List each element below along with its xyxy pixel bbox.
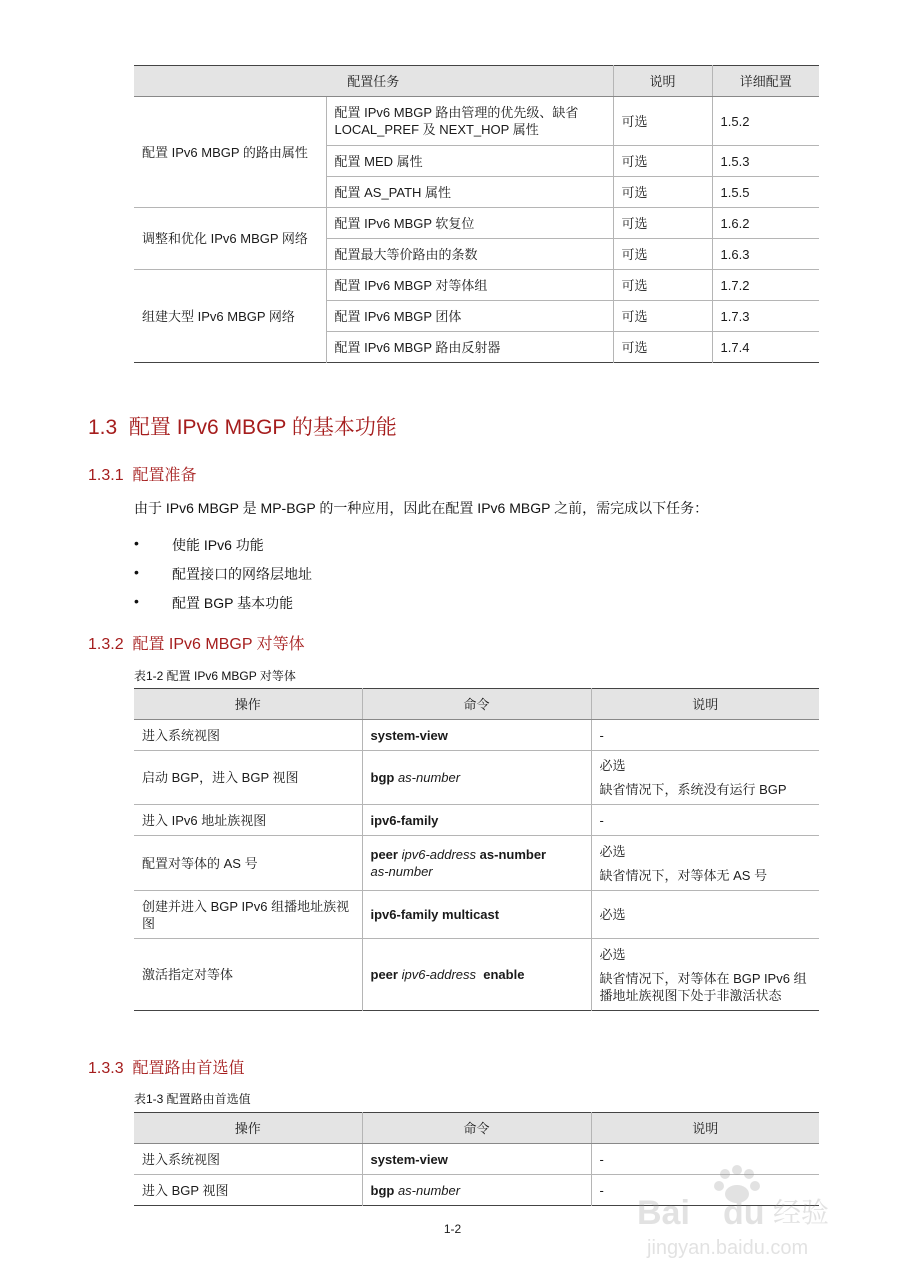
table-caption: 表1-2 配置 IPv6 MBGP 对等体 bbox=[134, 669, 296, 683]
peer-config-table bbox=[134, 688, 819, 1011]
section-title: 配置准备 bbox=[132, 467, 197, 484]
command-cell: bgp as-number bbox=[362, 751, 591, 805]
task-cell: 配置 IPv6 MBGP 软复位 bbox=[326, 208, 613, 239]
command-cell: system-view bbox=[362, 720, 591, 751]
header-operation: 操作 bbox=[134, 1113, 362, 1144]
ref-cell: 1.5.5 bbox=[712, 177, 819, 208]
operation-cell: 配置对等体的 AS 号 bbox=[134, 836, 362, 891]
ref-cell: 1.7.4 bbox=[712, 332, 819, 363]
list-item: • 配置 BGP 基本功能 bbox=[134, 593, 294, 611]
section-number: 1.3.2 bbox=[88, 636, 124, 653]
section-title: 配置 IPv6 MBGP 的基本功能 bbox=[128, 416, 397, 439]
table-row bbox=[134, 208, 819, 239]
table-row bbox=[134, 939, 819, 1011]
table-caption: 表1-3 配置路由首选值 bbox=[134, 1092, 251, 1106]
bullet-icon: • bbox=[134, 564, 139, 580]
table-row bbox=[134, 270, 819, 301]
note-cell: 可选 bbox=[613, 270, 712, 301]
ref-cell: 1.7.3 bbox=[712, 301, 819, 332]
svg-text:经验: 经验 bbox=[773, 1196, 830, 1229]
table-row bbox=[134, 805, 819, 836]
section-number: 1.3.3 bbox=[88, 1060, 124, 1077]
note-cell: 可选 bbox=[613, 208, 712, 239]
ref-cell: 1.6.3 bbox=[712, 239, 819, 270]
svg-text:jingyan.baidu.com: jingyan.baidu.com bbox=[647, 1237, 809, 1259]
task-cell: 配置 IPv6 MBGP 路由管理的优先级、缺省 LOCAL_PREF 及 NEXT_HOP 属性 bbox=[326, 97, 613, 146]
command-cell: ipv6-family bbox=[362, 805, 591, 836]
header-note: 说明 bbox=[591, 1113, 819, 1144]
table-row bbox=[134, 891, 819, 939]
command-cell: system-view bbox=[362, 1144, 591, 1175]
note-cell: 可选 bbox=[613, 301, 712, 332]
note-cell: 可选 bbox=[613, 239, 712, 270]
command-cell: peer ipv6-address as-number as-number bbox=[362, 836, 591, 891]
operation-cell: 启动 BGP，进入 BGP 视图 bbox=[134, 751, 362, 805]
ref-cell: 1.5.2 bbox=[712, 97, 819, 146]
note-cell: 可选 bbox=[613, 177, 712, 208]
ref-cell: 1.7.2 bbox=[712, 270, 819, 301]
svg-text:Bai: Bai bbox=[637, 1194, 690, 1232]
operation-cell: 进入系统视图 bbox=[134, 720, 362, 751]
operation-cell: 进入 BGP 视图 bbox=[134, 1175, 362, 1206]
category-cell: 配置 IPv6 MBGP 的路由属性 bbox=[134, 97, 326, 208]
note-cell: 可选 bbox=[613, 146, 712, 177]
table-row bbox=[134, 836, 819, 891]
note-cell: - bbox=[591, 805, 819, 836]
note-cell: 必选 缺省情况下，系统没有运行 BGP bbox=[591, 751, 819, 805]
section-1-3-2-heading bbox=[88, 631, 305, 654]
baidu-jingyan-watermark bbox=[627, 1162, 847, 1262]
svg-text:du: du bbox=[723, 1194, 765, 1232]
task-cell: 配置 MED 属性 bbox=[326, 146, 613, 177]
note-cell: - bbox=[591, 720, 819, 751]
section-title: 配置 IPv6 MBGP 对等体 bbox=[132, 636, 305, 653]
section-1-3-1-heading bbox=[88, 462, 197, 485]
header-note: 说明 bbox=[591, 689, 819, 720]
header-note: 说明 bbox=[613, 66, 712, 97]
task-cell: 配置最大等价路由的条数 bbox=[326, 239, 613, 270]
bullet-icon: • bbox=[134, 535, 139, 551]
section-1-3-3-heading bbox=[88, 1055, 245, 1078]
operation-cell: 激活指定对等体 bbox=[134, 939, 362, 1011]
command-cell: ipv6-family multicast bbox=[362, 891, 591, 939]
task-cell: 配置 AS_PATH 属性 bbox=[326, 177, 613, 208]
header-config-task: 配置任务 bbox=[134, 66, 613, 97]
task-cell: 配置 IPv6 MBGP 团体 bbox=[326, 301, 613, 332]
bullet-icon: • bbox=[134, 593, 139, 609]
section-number: 1.3 bbox=[88, 416, 118, 439]
list-item: • 配置接口的网络层地址 bbox=[134, 564, 312, 582]
header-operation: 操作 bbox=[134, 689, 362, 720]
ref-cell: 1.5.3 bbox=[712, 146, 819, 177]
header-command: 命令 bbox=[362, 689, 591, 720]
note-cell: 必选 bbox=[591, 891, 819, 939]
category-cell: 组建大型 IPv6 MBGP 网络 bbox=[134, 270, 326, 363]
section-number: 1.3.1 bbox=[88, 467, 124, 484]
command-cell: bgp as-number bbox=[362, 1175, 591, 1206]
table-row bbox=[134, 720, 819, 751]
operation-cell: 进入系统视图 bbox=[134, 1144, 362, 1175]
section-1-3-heading bbox=[88, 411, 397, 441]
note-cell: 可选 bbox=[613, 97, 712, 146]
section-title: 配置路由首选值 bbox=[132, 1060, 245, 1077]
table-row bbox=[134, 97, 819, 146]
table-row bbox=[134, 751, 819, 805]
operation-cell: 进入 IPv6 地址族视图 bbox=[134, 805, 362, 836]
task-cell: 配置 IPv6 MBGP 路由反射器 bbox=[326, 332, 613, 363]
category-cell: 调整和优化 IPv6 MBGP 网络 bbox=[134, 208, 326, 270]
note-cell: 必选 缺省情况下，对等体在 BGP IPv6 组播地址族视图下处于非激活状态 bbox=[591, 939, 819, 1011]
ref-cell: 1.6.2 bbox=[712, 208, 819, 239]
intro-paragraph: 由于 IPv6 MBGP 是 MP-BGP 的一种应用，因此在配置 IPv6 MBGP 之前，需完成以下任务： bbox=[134, 500, 709, 516]
header-detail: 详细配置 bbox=[712, 66, 819, 97]
config-task-table bbox=[134, 65, 819, 363]
task-cell: 配置 IPv6 MBGP 对等体组 bbox=[326, 270, 613, 301]
operation-cell: 创建并进入 BGP IPv6 组播地址族视图 bbox=[134, 891, 362, 939]
note-cell: - bbox=[591, 1144, 819, 1175]
page-number: 1-2 bbox=[443, 1222, 462, 1236]
note-cell: - bbox=[591, 1175, 819, 1206]
command-cell: peer ipv6-address enable bbox=[362, 939, 591, 1011]
list-item: • 使能 IPv6 功能 bbox=[134, 535, 264, 553]
header-command: 命令 bbox=[362, 1113, 591, 1144]
note-cell: 必选 缺省情况下，对等体无 AS 号 bbox=[591, 836, 819, 891]
note-cell: 可选 bbox=[613, 332, 712, 363]
